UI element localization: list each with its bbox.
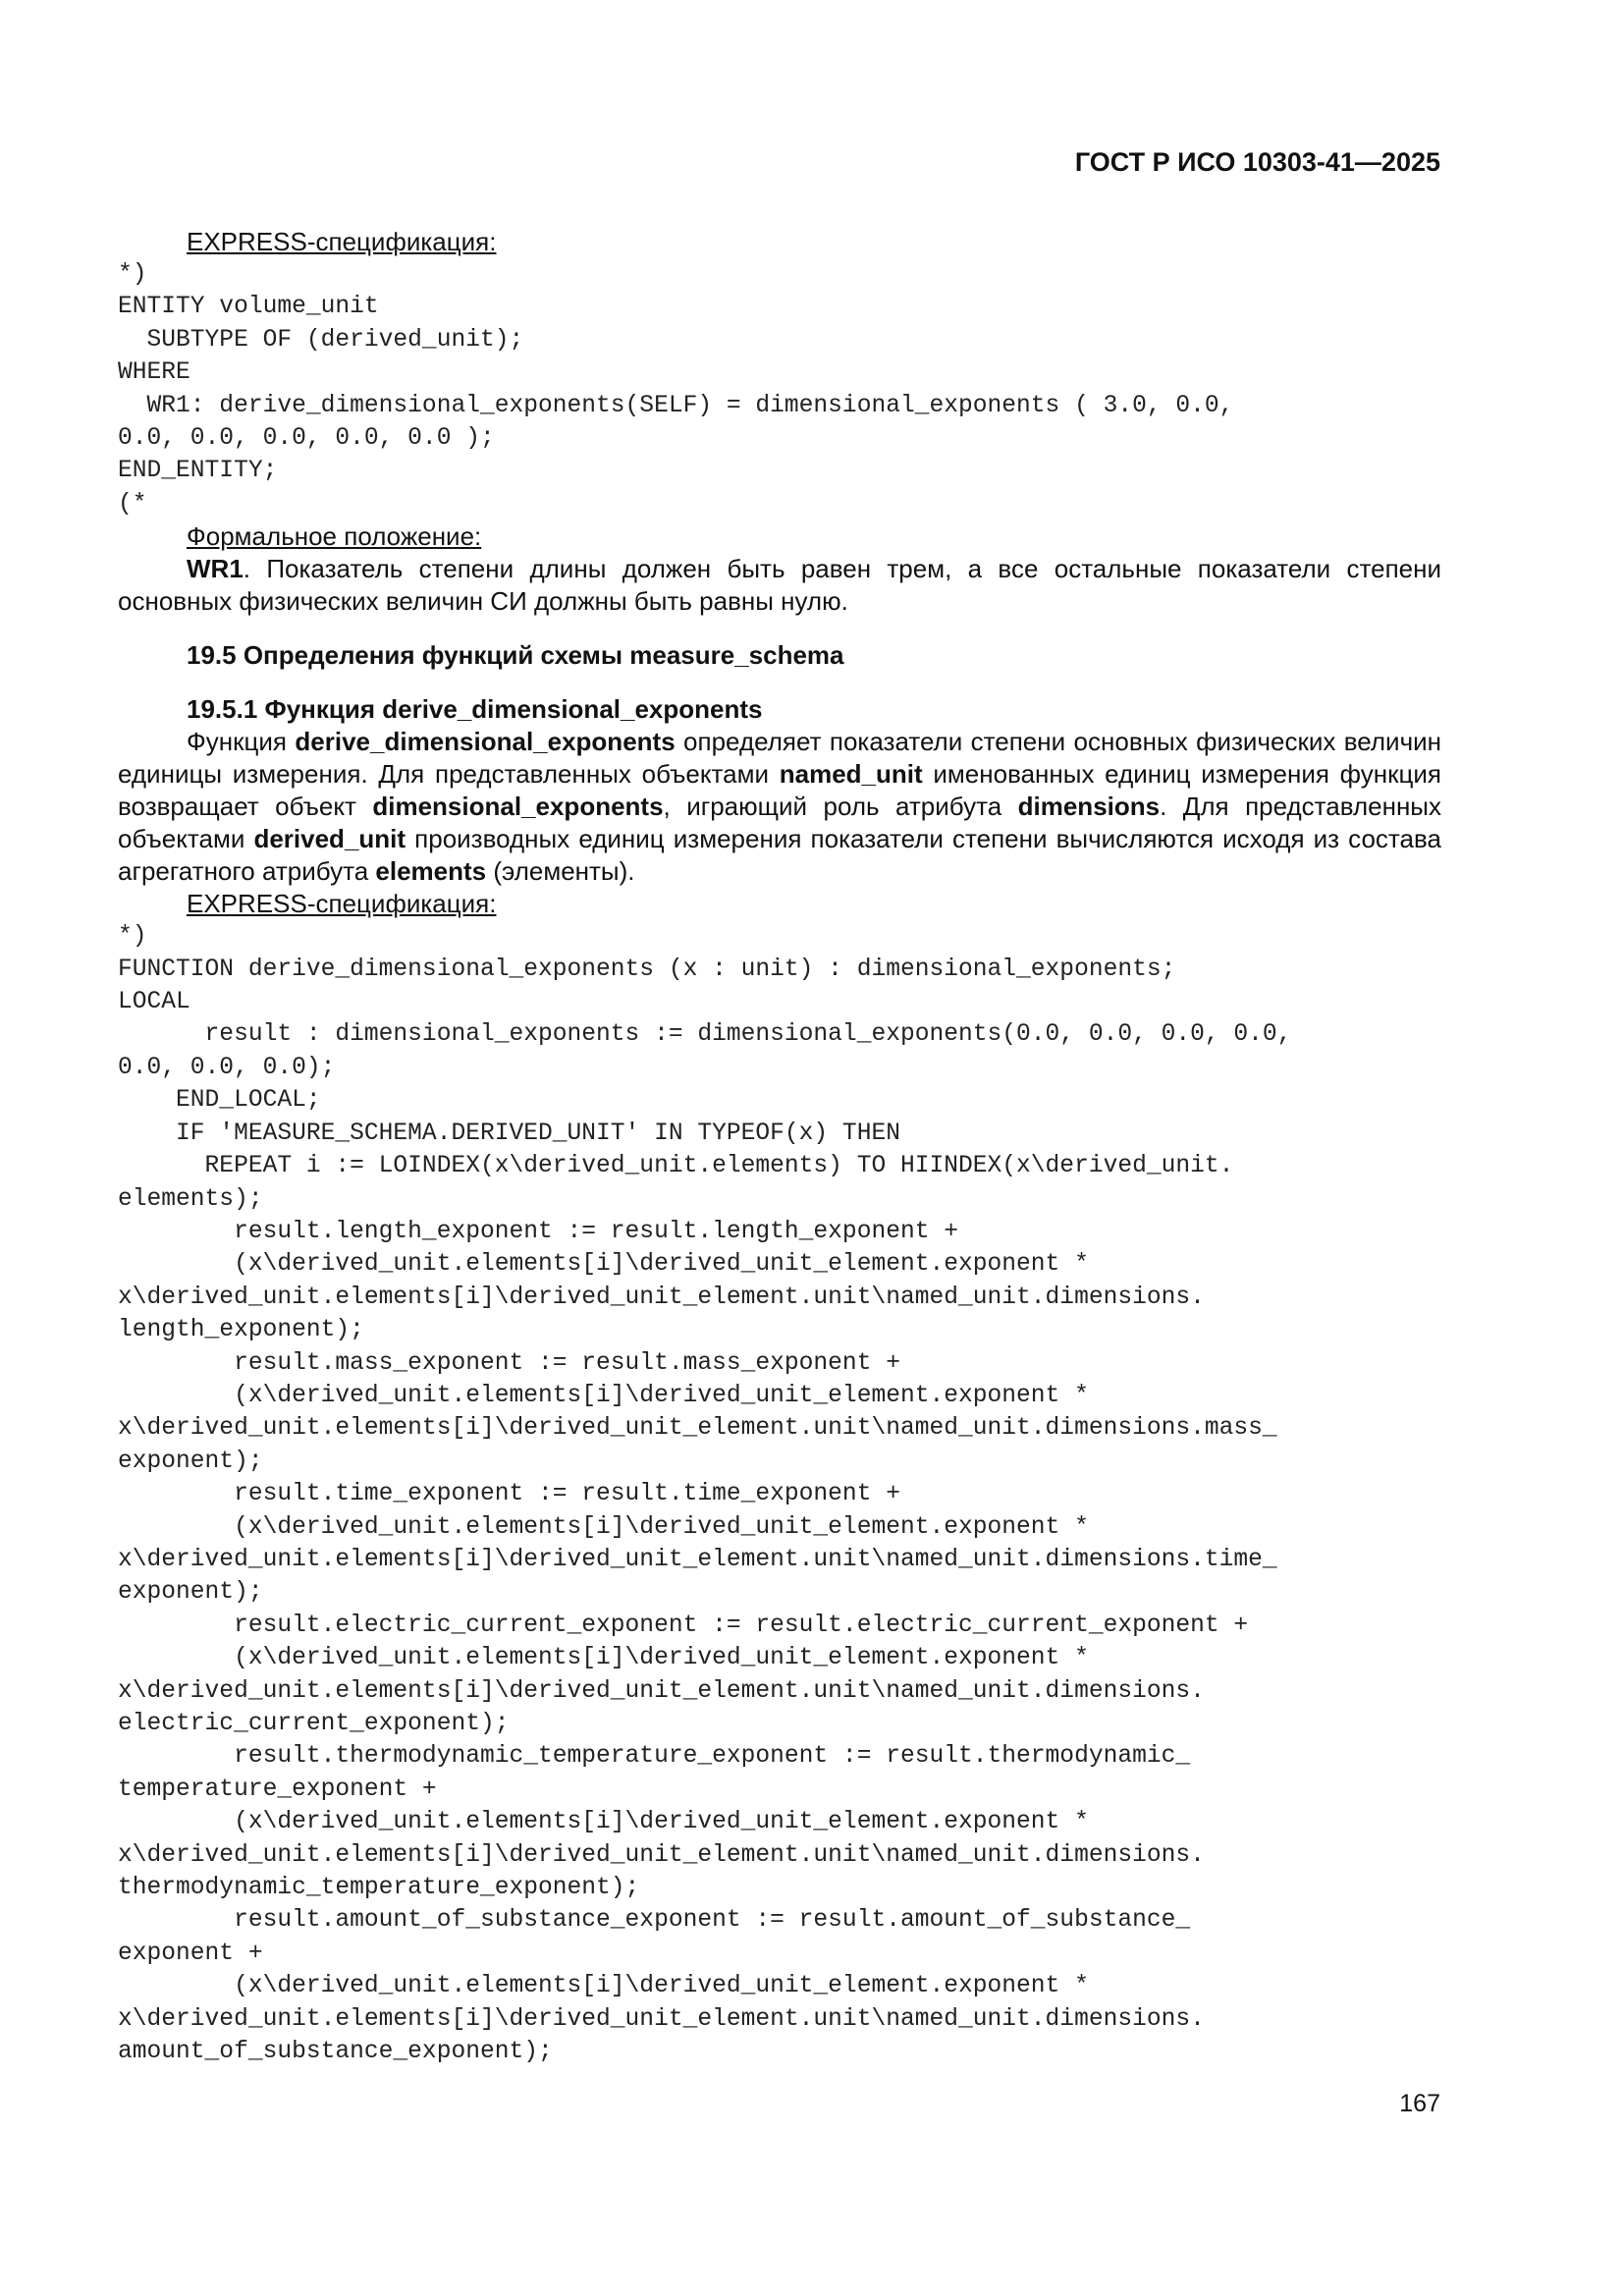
code-block-volume-unit: *) ENTITY volume_unit SUBTYPE OF (derived_unit); WHERE WR1: derive_dimensional_exponents(SELF) = dimensional_exponents ( 3.0, 0.0, 0.0, 0.0, 0.0, 0.0, 0.0 ); END_ENTITY; (* — [118, 261, 1234, 518]
express-spec-label: EXPRESS-спецификация: — [187, 889, 497, 919]
desc-bold: derived_unit — [253, 824, 406, 854]
desc-bold: derive_dimensional_exponents — [295, 727, 676, 757]
desc-text: , играющий роль атрибута — [663, 792, 1018, 822]
formal-provision-label: Формальное положение: — [187, 521, 482, 552]
express-spec-label: EXPRESS-спецификация: — [187, 227, 497, 256]
function-description — [118, 726, 1441, 888]
desc-text: Функция — [187, 727, 296, 757]
wr1-name: WR1 — [187, 554, 243, 584]
section-heading: 19.5 Определения функций схемы measure_schema — [187, 640, 844, 671]
desc-bold: named_unit — [779, 759, 923, 790]
desc-text: (элементы). — [486, 856, 635, 887]
desc-text: определяет показатели степени основных физических величин единицы измерения. Для представленных объектами — [118, 727, 1441, 790]
page-content — [118, 226, 1441, 2068]
desc-text: именованных единиц измерения функция возвращает объект — [118, 759, 1441, 822]
page-number: 167 — [1399, 2090, 1440, 2117]
code-block-function: *) FUNCTION derive_dimensional_exponents (x : unit) : dimensional_exponents; LOCAL result : dimensional_exponents := dimensional_exponents(0.0, 0.0, 0.0, 0.0, 0.0, 0.0, 0.0); END_LOCAL; IF 'MEASURE_SCHEMA.DERIVED_UNIT' IN TYPEOF(x) THEN REPEAT i := LOINDEX(x\derived_unit.elements) TO HIINDEX(x\derived_unit. elements); result.length_exponent := result.length_exponent + (x\derived_unit.elements[i]\derived_unit_element.exponent * x\derived_unit.elements[i]\derived_unit_element.unit\named_unit.dimensions. length_exponent); result.mass_exponent := result.mass_exponent + (x\derived_unit.elements[i]\derived_unit_element.exponent * x\derived_unit.elements[i]\derived_unit_element.unit\named_unit.dimensions.mass_ exponent); result.time_exponent := result.time_exponent + (x\derived_unit.elements[i]\derived_unit_element.exponent * x\derived_unit.elements[i]\derived_unit_element.unit\named_unit.dimensions.time_ exponent); result.electric_current_exponent := result.electric_current_exponent + (x\derived_unit.elements[i]\derived_unit_element.exponent * x\derived_unit.elements[i]\derived_unit_element.unit\named_unit.dimensions. electric_current_exponent); result.thermodynamic_temperature_exponent := result.thermodynamic_ temperature_exponent + (x\derived_unit.elements[i]\derived_unit_element.exponent * x\derived_unit.elements[i]\derived_unit_element.unit\named_unit.dimensions. thermodynamic_temperature_exponent); result.amount_of_substance_exponent := result.amount_of_substance_ exponent + (x\derived_unit.elements[i]\derived_unit_element.exponent * x\derived_unit.elements[i]\derived_unit_element.unit\named_unit.dimensions. amount_of_substance_exponent); — [118, 923, 1292, 2066]
wr1-paragraph — [118, 553, 1441, 618]
desc-text: . Для представленных объектами — [118, 792, 1441, 854]
desc-bold: dimensions — [1017, 792, 1161, 822]
desc-bold: dimensional_exponents — [372, 792, 664, 822]
desc-text: производных единиц измерения показатели степени вычисляются исходя из состава агрегатного атрибута — [118, 824, 1441, 887]
subsection-heading: 19.5.1 Функция derive_dimensional_exponents — [187, 694, 763, 725]
wr1-text: . Показатель степени длины должен быть равен трем, а все остальные показатели степени основных физических величин СИ должны быть равны нулю. — [118, 554, 1441, 617]
desc-bold: elements — [375, 856, 487, 887]
page-header: ГОСТ Р ИСО 10303-41—2025 — [1074, 147, 1440, 177]
